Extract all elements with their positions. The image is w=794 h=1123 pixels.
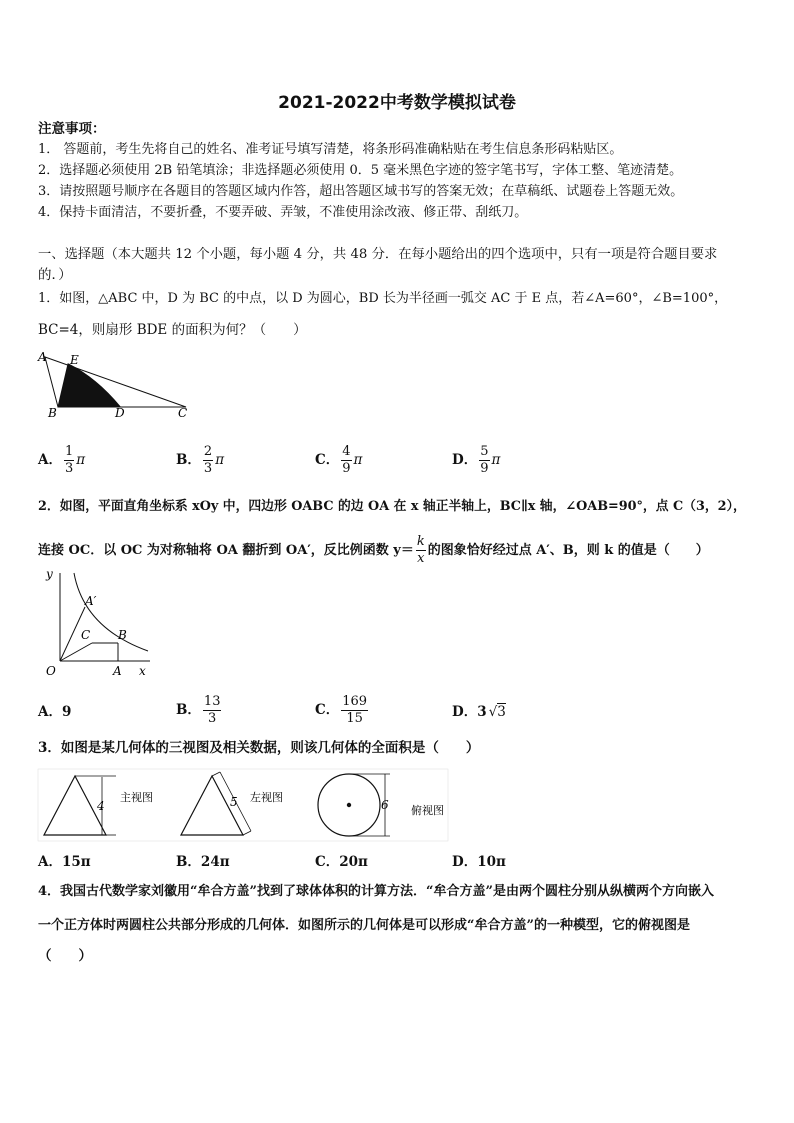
q1-option-b[interactable]: B． $\frac{2}{3}$ π (176, 444, 225, 476)
q3-three-views-figure (38, 769, 448, 841)
q1-text-line2: BC=4，则扇形 BDE 的面积为何？（ ） (38, 322, 307, 338)
q3-option-b[interactable]: B．24π (176, 854, 230, 870)
notice-item-4: 4．保持卡面清洁，不要折叠，不要弄破、弄皱，不准使用涂改液、修正带、刮纸刀。 (38, 205, 528, 220)
q1-triangle-figure (36, 350, 196, 420)
q3-top-label: 俯视图 (411, 804, 444, 817)
q1-label-b: B (48, 406, 57, 420)
q2-option-d[interactable]: D．3 √3 (452, 704, 506, 720)
q2-option-b[interactable]: B． $\frac{13}{3}$ (176, 694, 221, 726)
q3-option-d[interactable]: D．10π (452, 854, 506, 870)
notice-item-3: 3．请按照题号顺序在各题目的答题区域内作答，超出答题区域书写的答案无效；在草稿纸、试题卷上答题无效。 (38, 184, 684, 199)
q2-text-line2: 连接 OC．以 OC 为对称轴将 OA 翻折到 OA′，反比例函数 y＝ $\frac{k}{x}$ 的图象恰好经过点 A′、B，则 k 的值是（ ） (38, 534, 709, 566)
q2-coordinate-figure (36, 563, 156, 683)
q3-option-a[interactable]: A．15π (38, 854, 91, 870)
q1-option-c[interactable]: C． $\frac{4}{9}$ π (315, 444, 363, 476)
q1-option-a[interactable]: A． $\frac{1}{3}$ π (38, 444, 86, 476)
q3-option-c[interactable]: C．20π (315, 854, 368, 870)
q2-label-a: A (113, 664, 122, 678)
q1-text-line1: 1．如图，△ABC 中，D 为 BC 的中点，以 D 为圆心，BD 长为半径画一弧交 AC 于 E 点，若∠A=60°，∠B=100°， (38, 291, 728, 306)
q3-side-dim: 5 (230, 795, 238, 809)
q1-label-c: C (178, 406, 188, 420)
q2-label-y: y (46, 567, 53, 581)
exam-title: 2021-2022中考数学模拟试卷 (278, 93, 516, 113)
q3-front-label: 主视图 (120, 791, 153, 804)
q2-label-x: x (139, 664, 146, 678)
q3-side-label: 左视图 (250, 791, 283, 804)
q2-label-o: O (46, 664, 56, 678)
q1-label-a: A (38, 350, 47, 364)
q3-front-dim: 4 (97, 799, 105, 813)
q1-option-d[interactable]: D． $\frac{5}{9}$ π (452, 444, 501, 476)
q4-text-line1: 4．我国古代数学家刘徽用“牟合方盖”找到了球体体积的计算方法．“牟合方盖”是由两个圆柱分别从纵横两个方向嵌入 (38, 884, 714, 899)
q2-label-a-prime: A′ (85, 594, 97, 608)
q2-label-b: B (118, 628, 127, 642)
q2-option-c[interactable]: C． $\frac{169}{15}$ (315, 694, 368, 726)
q3-top-dim: 6 (381, 798, 389, 812)
notice-item-2: 2．选择题必须使用 2B 铅笔填涂；非选择题必须使用 0．5 毫米黑色字迹的签字笔书写，字体工整、笔迹清楚。 (38, 163, 683, 178)
q4-text-line3: （ ） (38, 948, 92, 964)
section-heading-line1: 一、选择题（本大题共 12 个小题，每小题 4 分，共 48 分．在每小题给出的四个选项中，只有一项是符合题目要求 (38, 247, 718, 262)
notice-item-1: 1． 答题前，考生先将自己的姓名、准考证号填写清楚，将条形码准确粘贴在考生信息条形码粘贴区。 (38, 142, 623, 157)
q4-text-line2: 一个正方体时两圆柱公共部分形成的几何体．如图所示的几何体是可以形成“牟合方盖”的一种模型，它的俯视图是 (38, 918, 690, 933)
q1-label-d: D (115, 406, 125, 420)
q2-option-a[interactable]: A．9 (38, 704, 72, 720)
notice-heading: 注意事项： (38, 121, 106, 137)
q2-text-line1: 2．如图，平面直角坐标系 xOy 中，四边形 OABC 的边 OA 在 x 轴正半轴上，BC∥x 轴，∠OAB=90°，点 C（3，2）， (38, 499, 746, 514)
q1-label-e: E (70, 353, 79, 367)
q3-text-line1: 3．如图是某几何体的三视图及相关数据，则该几何体的全面积是（ ） (38, 740, 480, 756)
q2-label-c: C (81, 628, 91, 642)
section-heading-line2: 的．） (38, 267, 72, 283)
